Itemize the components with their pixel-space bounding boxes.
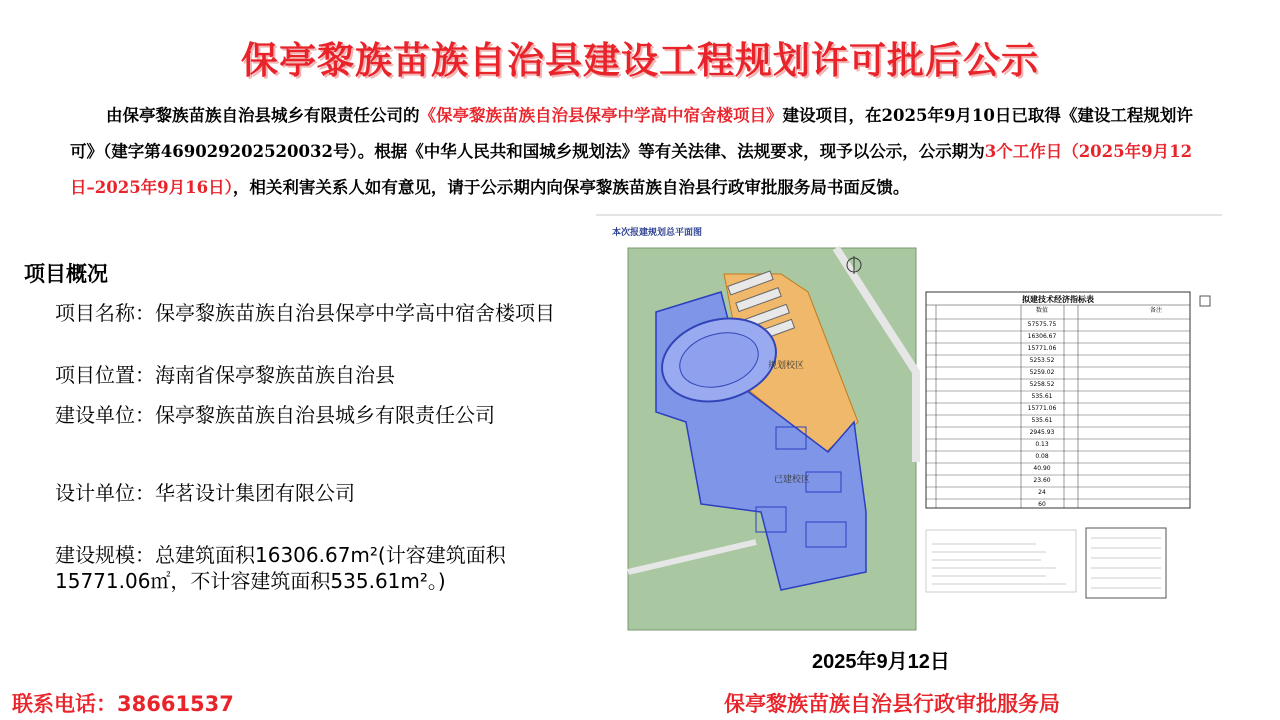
table-cell-value: 5258.52 [1029,381,1055,388]
table-cell-value: 60 [1038,501,1046,508]
table-cell-value: 16306.67 [1027,333,1057,340]
expand-icon[interactable] [1200,296,1210,306]
notice-paragraph [70,98,1200,206]
issuing-authority: 保亭黎族苗族自治县行政审批服务局 [724,692,1060,716]
zone-planned-label: 规划校区 [768,361,805,371]
project-designer: 设计单位：华茗设计集团有限公司 [55,481,355,505]
table-cell-value: 535.61 [1031,393,1053,400]
table-cell-value: 5259.02 [1029,369,1055,376]
project-builder: 建设单位：保亭黎族苗族自治县城乡有限责任公司 [55,403,495,427]
zone-built-label: 已建校区 [774,475,811,485]
table-cell-value: 15771.06 [1027,345,1057,352]
table-cell-value: 24 [1038,489,1046,496]
page-title: 保亭黎族苗族自治县建设工程规划许可批后公示 [241,39,1039,82]
table-cell-value: 2945.93 [1029,429,1055,436]
table-col-value: 数值 [1035,307,1049,314]
notice-part-2: 建设项目，在2025年9月10日已取得《建设工程规划许可》（建字第469029202520032号）。根据《中华人民共和国城乡规划法》等有关法律、法规要求，现予以公示，公示期为 [70,106,1193,161]
project-scale: 建设规模：总建筑面积16306.67m²(计容建筑面积15771.06㎡，不计容建筑面积535.61m²。) [55,543,506,593]
table-cell-value: 23.60 [1033,477,1051,484]
table-cell-value: 5253.52 [1029,357,1055,364]
table-cell-value: 40.90 [1033,465,1051,472]
table-cell-value: 0.13 [1035,441,1049,448]
overview-heading: 项目概况 [24,262,108,286]
project-reference: 《保亭黎族苗族自治县保亭中学高中宿舍楼项目》 [419,106,783,125]
plan-label: 本次报建规划总平面图 [612,228,703,238]
notice-part-3: ，相关利害关系人如有意见，请于公示期内向保亭黎族苗族自治县行政审批服务局书面反馈。 [232,178,910,197]
notice-period: 3个工作日（2025年9月12日–2025年9月16日） [70,142,1193,197]
notice-date: 2025年9月12日 [812,651,950,673]
project-location: 项目位置：海南省保亭黎族苗族自治县 [55,363,395,387]
table-title: 拟建技术经济指标表 [1022,295,1094,304]
table-col-note: 备注 [1149,307,1163,314]
contact-phone: 联系电话：38661537 [12,692,234,716]
table-cell-value: 535.61 [1031,417,1053,424]
site-plan-image [596,212,1222,640]
table-cell-value: 0.08 [1035,453,1049,460]
table-cell-value: 15771.06 [1027,405,1057,412]
notice-part-1: 由保亭黎族苗族自治县城乡有限责任公司的 [106,106,420,125]
table-cell-value: 57575.75 [1027,321,1057,328]
project-name: 项目名称：保亭黎族苗族自治县保亭中学高中宿舍楼项目 [55,301,555,325]
